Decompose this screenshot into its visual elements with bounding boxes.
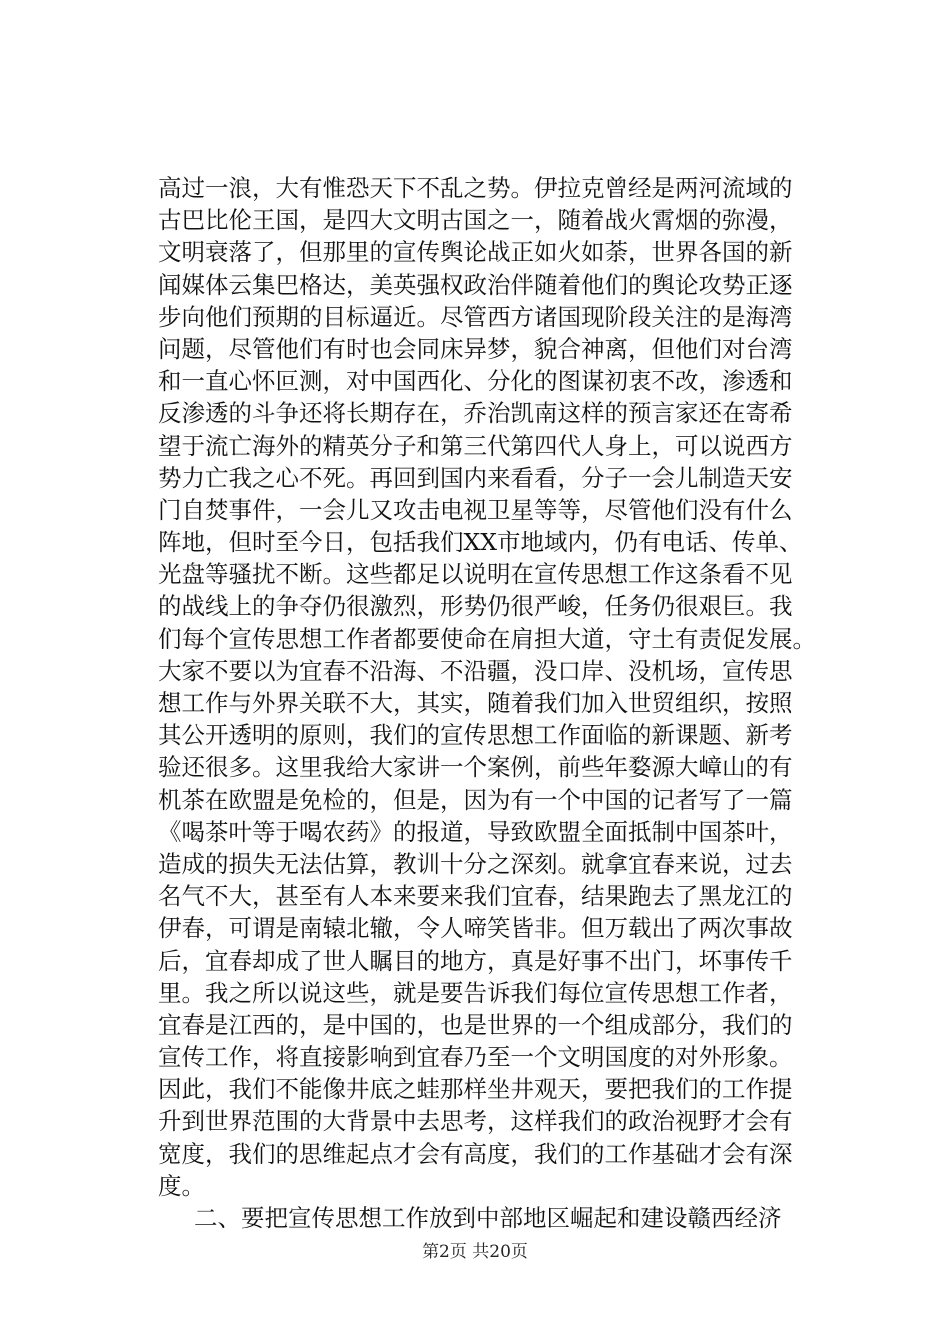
text-line: 《喝茶叶等于喝农药》的报道，导致欧盟全面抵制中国茶叶， bbox=[158, 817, 793, 846]
text-line: 光盘等骚扰不断。这些都足以说明在宣传思想工作这条看不见 bbox=[158, 560, 793, 589]
text-line: 反渗透的斗争还将长期存在，乔治凯南这样的预言家还在寄希 bbox=[158, 399, 793, 428]
text-line: 望于流亡海外的精英分子和第三代第四代人身上，可以说西方 bbox=[158, 431, 793, 460]
text-line: 阵地，但时至今日，包括我们XX市地域内，仍有电话、传单、 bbox=[158, 528, 803, 557]
text-line: 文明衰落了，但那里的宣传舆论战正如火如荼，世界各国的新 bbox=[158, 238, 793, 267]
page-footer: 第2页 共20页 bbox=[422, 1242, 528, 1262]
text-line: 宽度，我们的思维起点才会有高度，我们的工作基础才会有深 bbox=[158, 1139, 793, 1168]
section-heading: 二、要把宣传思想工作放到中部地区崛起和建设赣西经济 bbox=[194, 1204, 782, 1232]
text-line: 和一直心怀叵测，对中国西化、分化的图谋初衷不改，渗透和 bbox=[158, 367, 793, 396]
text-line: 因此，我们不能像井底之蛙那样坐井观天，要把我们的工作提 bbox=[158, 1075, 793, 1104]
text-line: 后，宜春却成了世人瞩目的地方，真是好事不出门，坏事传千 bbox=[158, 946, 793, 975]
text-line: 伊春，可谓是南辕北辙，令人啼笑皆非。但万载出了两次事故 bbox=[158, 914, 793, 943]
text-line: 的战线上的争夺仍很激烈，形势仍很严峻，任务仍很艰巨。我 bbox=[158, 592, 793, 621]
text-line: 度。 bbox=[158, 1171, 205, 1200]
text-line: 名气不大，甚至有人本来要来我们宜春，结果跑去了黑龙江的 bbox=[158, 882, 793, 911]
text-line: 机茶在欧盟是免检的，但是，因为有一个中国的记者写了一篇 bbox=[158, 785, 793, 814]
text-line: 造成的损失无法估算，教训十分之深刻。就拿宜春来说，过去 bbox=[158, 849, 793, 878]
text-line: 大家不要以为宜春不沿海、不沿疆，没口岸、没机场，宣传思 bbox=[158, 656, 793, 685]
text-line: 高过一浪，大有惟恐天下不乱之势。伊拉克曾经是两河流域的 bbox=[158, 174, 793, 202]
text-line: 验还很多。这里我给大家讲一个案例，前些年婺源大嶂山的有 bbox=[158, 753, 793, 782]
text-line: 们每个宣传思想工作者都要使命在肩担大道，守土有责促发展。 bbox=[158, 624, 816, 653]
body-text bbox=[158, 172, 838, 1234]
text-line: 宣传工作，将直接影响到宜春乃至一个文明国度的对外形象。 bbox=[158, 1043, 793, 1072]
text-line: 闻媒体云集巴格达，美英强权政治伴随着他们的舆论攻势正逐 bbox=[158, 270, 793, 299]
text-line: 想工作与外界关联不大，其实，随着我们加入世贸组织，按照 bbox=[158, 689, 793, 717]
text-line: 宜春是江西的，是中国的，也是世界的一个组成部分，我们的 bbox=[158, 1010, 793, 1039]
text-line: 门自焚事件，一会儿又攻击电视卫星等等，尽管他们没有什么 bbox=[158, 495, 793, 524]
text-line: 古巴比伦王国，是四大文明古国之一，随着战火霄烟的弥漫， bbox=[158, 206, 793, 235]
text-line: 势力亡我之心不死。再回到国内来看看，分子一会儿制造天安 bbox=[158, 463, 793, 492]
text-line: 问题，尽管他们有时也会同床异梦，貌合神离，但他们对台湾 bbox=[158, 334, 793, 363]
text-line: 其公开透明的原则，我们的宣传思想工作面临的新课题、新考 bbox=[158, 721, 793, 750]
text-line: 升到世界范围的大背景中去思考，这样我们的政治视野才会有 bbox=[158, 1107, 793, 1136]
text-line: 步向他们预期的目标逼近。尽管西方诸国现阶段关注的是海湾 bbox=[158, 302, 793, 331]
text-line: 里。我之所以说这些，就是要告诉我们每位宣传思想工作者， bbox=[158, 978, 793, 1007]
